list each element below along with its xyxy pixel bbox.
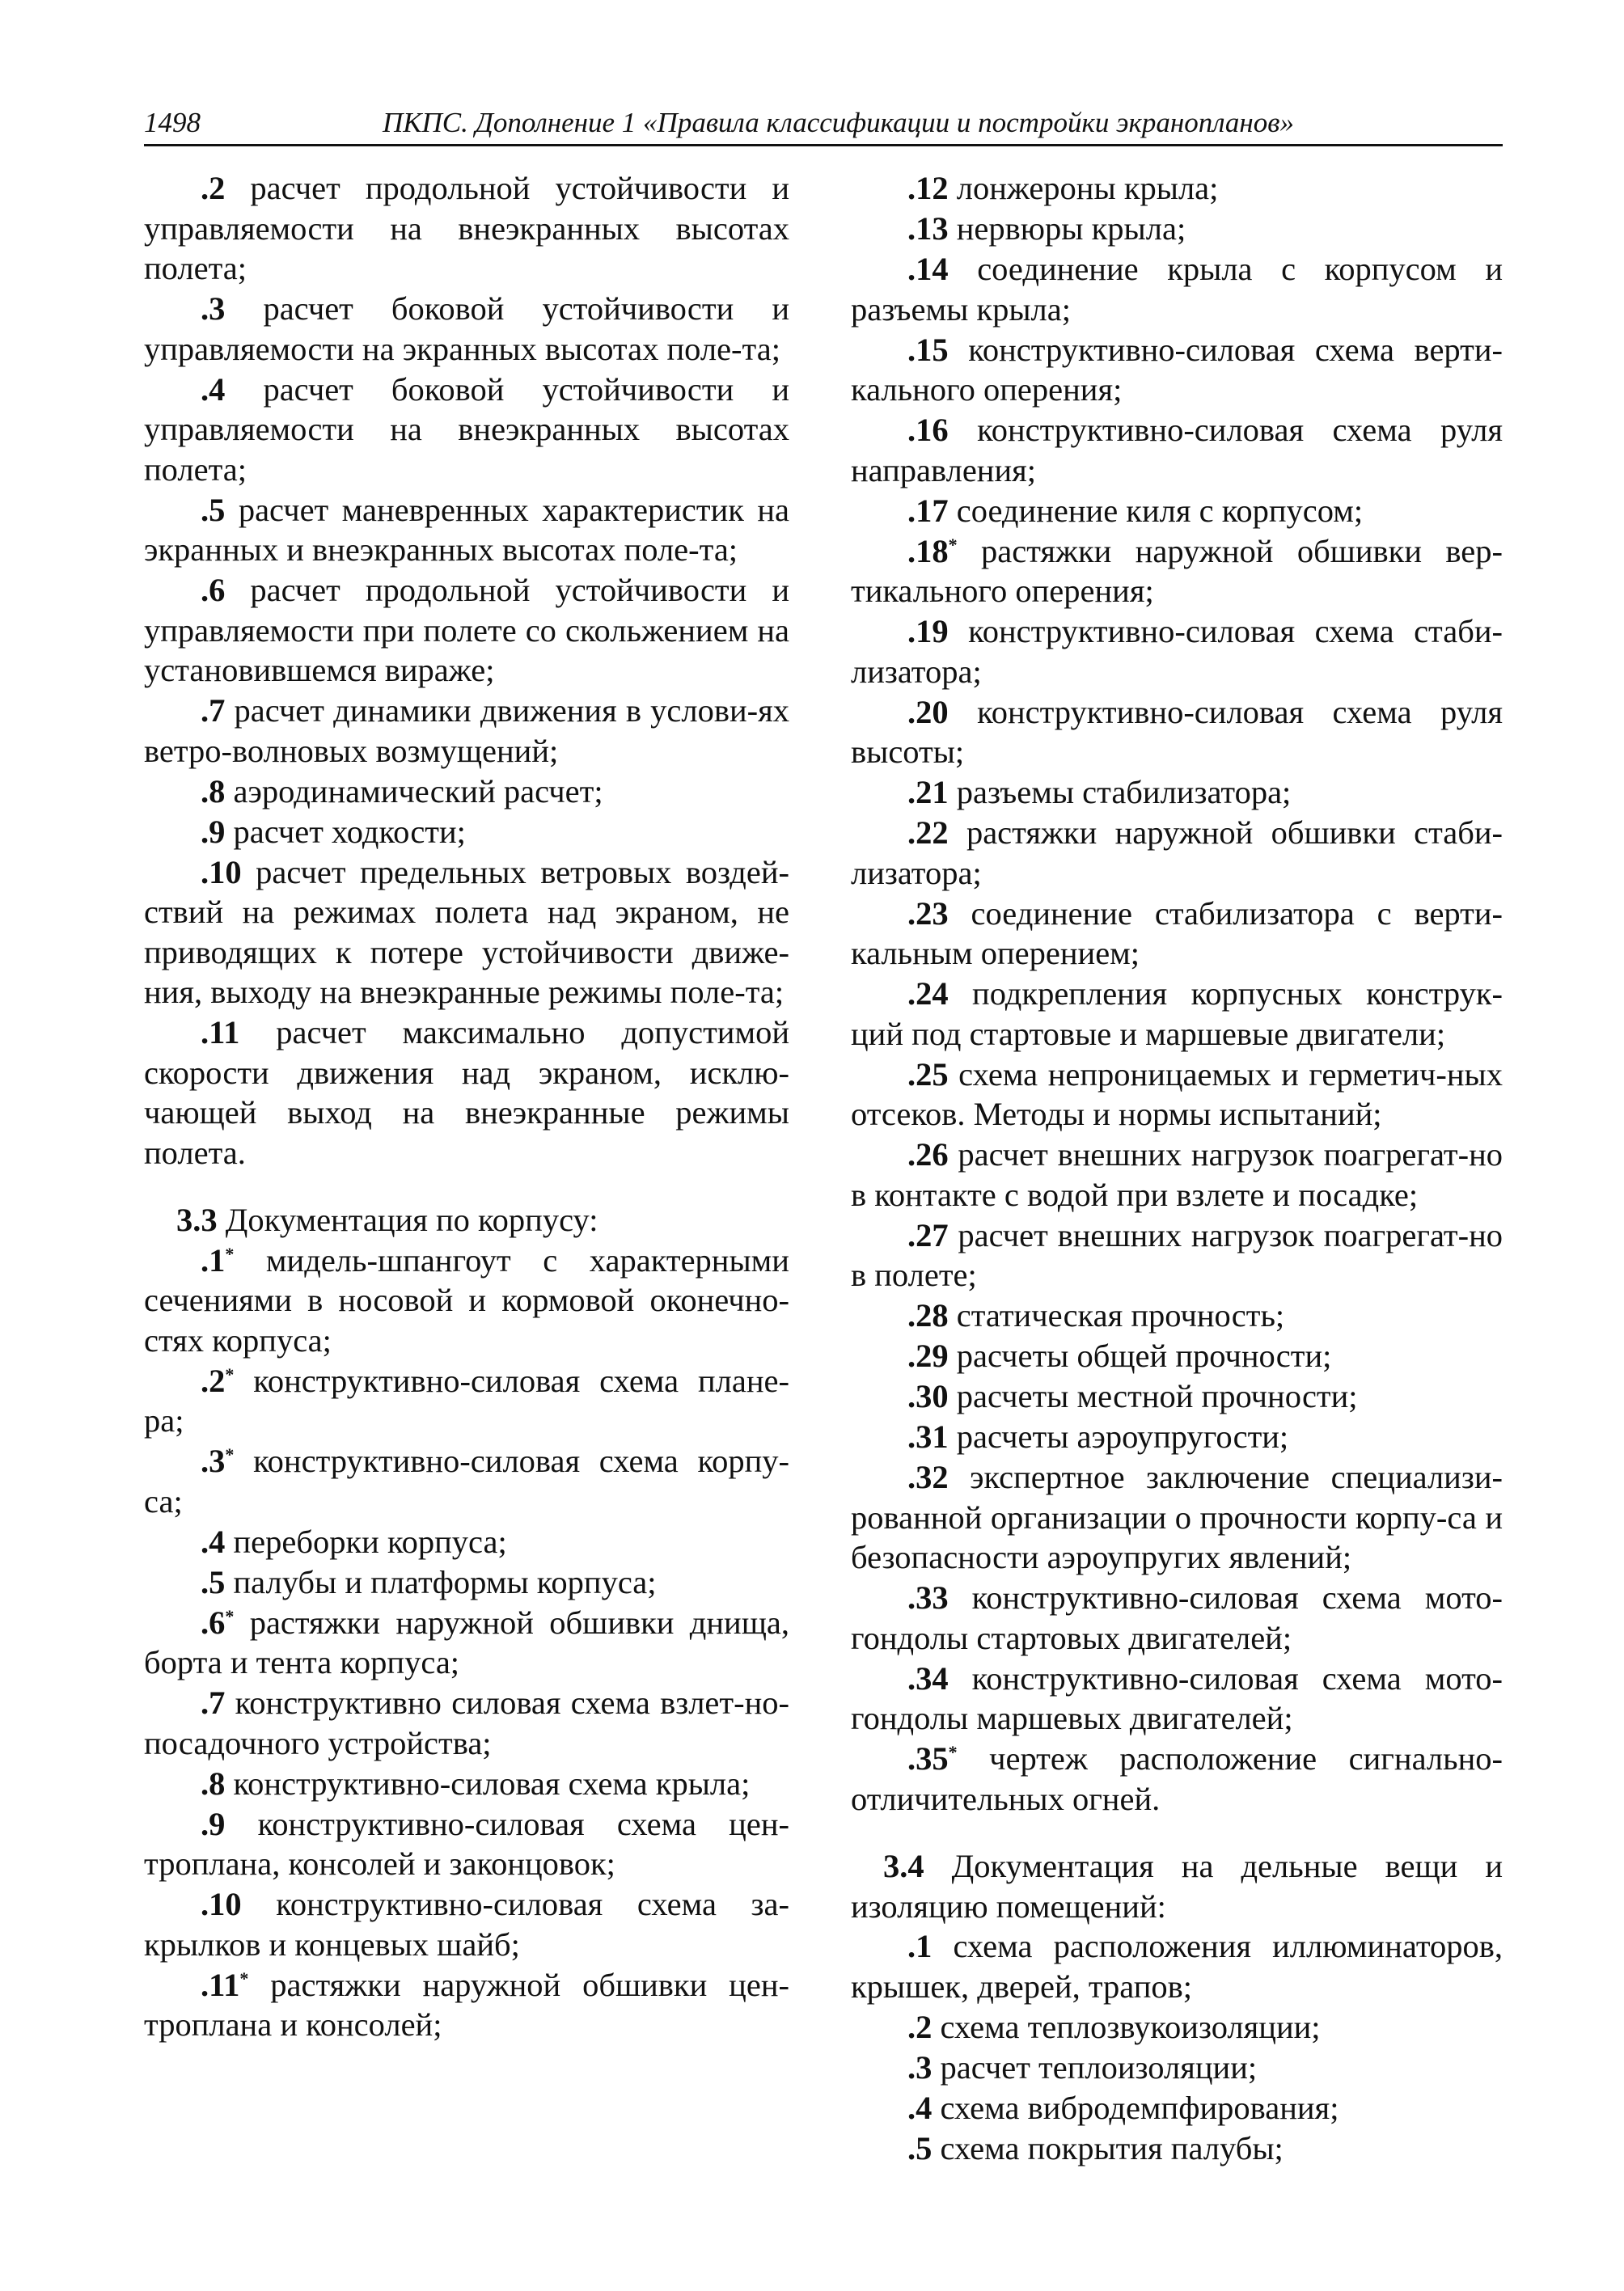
item-text: схема вибродемпфирования; xyxy=(940,2089,1339,2126)
list-item xyxy=(851,249,1503,329)
list-item xyxy=(144,1012,789,1173)
list-item xyxy=(851,168,1503,209)
item-text: расчеты общей прочности; xyxy=(956,1338,1332,1374)
item-number: .8 xyxy=(201,1765,226,1802)
item-text: конструктивно силовая схема взлет-но-посадочного устройства; xyxy=(144,1684,789,1761)
list-item xyxy=(851,410,1503,490)
item-number: .2 xyxy=(201,1362,226,1399)
list-item xyxy=(851,772,1503,813)
item-text: переборки корпуса; xyxy=(233,1523,507,1560)
item-text: растяжки наружной обшивки днища, борта и тента корпуса; xyxy=(144,1604,790,1680)
item-text: расчет боковой устойчивости и управляемости на экранных высотах поле-та; xyxy=(144,290,790,367)
item-text: конструктивно-силовая схема мото-гондолы стартовых двигателей; xyxy=(851,1579,1503,1656)
item-text: мидель-шпангоут с характерными сечениями в носовой и кормовой оконечно-стях корпуса; xyxy=(144,1241,789,1359)
section-number: 3.3 xyxy=(176,1202,218,1238)
item-text: конструктивно-силовая схема цен-троплана, консолей и законцовок; xyxy=(144,1805,789,1882)
list-item xyxy=(851,531,1503,611)
item-text: расчет динамики движения в услови-ях ветро-волновых возмущений; xyxy=(144,692,789,769)
item-number: .26 xyxy=(907,1136,949,1173)
item-text: конструктивно-силовая схема стаби-лизатора; xyxy=(851,613,1503,690)
list-item xyxy=(144,812,789,852)
item-number: .17 xyxy=(907,492,949,529)
list-item xyxy=(144,852,789,1012)
list-item xyxy=(851,1055,1503,1135)
list-item xyxy=(851,491,1503,531)
item-text: расчет маневренных характеристик на экранных и внеэкранных высотах поле-та; xyxy=(144,491,790,568)
right-items-a xyxy=(851,168,1503,1819)
item-number: .2 xyxy=(907,2008,933,2045)
item-number: .16 xyxy=(907,412,949,448)
item-text: схема теплозвукоизоляции; xyxy=(940,2008,1321,2045)
list-item xyxy=(144,1884,789,1964)
list-item xyxy=(851,1578,1503,1658)
list-item xyxy=(851,1659,1503,1739)
asterisk-mark: * xyxy=(225,1363,235,1384)
asterisk-mark: * xyxy=(239,1968,249,1989)
list-item xyxy=(851,2128,1503,2169)
item-number: .5 xyxy=(907,2129,933,2166)
list-item xyxy=(144,1241,789,1361)
item-text: конструктивно-силовая схема за-крылков и концевых шайб; xyxy=(144,1886,790,1963)
list-item xyxy=(144,168,789,289)
item-number: .12 xyxy=(907,170,949,206)
list-item xyxy=(144,771,789,812)
item-text: конструктивно-силовая схема руля высоты; xyxy=(851,693,1503,770)
item-number: .3 xyxy=(201,290,226,327)
item-text: расчет боковой устойчивости и управляемости на внеэкранных высотах полета; xyxy=(144,370,790,488)
left-column xyxy=(144,168,789,2045)
list-item xyxy=(144,490,789,570)
list-item xyxy=(851,2007,1503,2048)
item-text: расчет предельных ветровых воздей-ствий на режимах полета над экраном, не приводящих к потере устойчивости движе-ния, выходу на внеэкранные режимы поле-та; xyxy=(144,853,789,1010)
list-item xyxy=(851,813,1503,893)
item-number: .20 xyxy=(907,693,949,730)
item-text: расчет теплоизоляции; xyxy=(940,2048,1258,2086)
list-item xyxy=(144,1603,789,1683)
item-text: расчет внешних нагрузок поагрегат-но в полете; xyxy=(851,1216,1503,1293)
item-number: .4 xyxy=(201,1523,226,1560)
section-3-3-heading xyxy=(144,1200,789,1241)
item-number: .10 xyxy=(201,1886,242,1922)
item-number: .25 xyxy=(907,1055,949,1093)
item-text: конструктивно-силовая схема верти-кального оперения; xyxy=(851,331,1503,408)
list-item xyxy=(851,1417,1503,1457)
item-text: расчет продольной устойчивости и управляемости при полете со скольжением на установившемся вираже; xyxy=(144,572,790,688)
item-number: .35 xyxy=(907,1740,949,1777)
list-item xyxy=(851,1336,1503,1376)
right-column xyxy=(851,168,1503,2169)
item-text: чертеж расположение сигнально-отличительных огней. xyxy=(851,1740,1503,1817)
list-item xyxy=(851,209,1503,249)
item-number: .9 xyxy=(201,1805,226,1842)
item-number: .8 xyxy=(201,772,226,809)
list-item xyxy=(851,2048,1503,2088)
item-text: схема непроницаемых и герметич-ных отсеков. Методы и нормы испытаний; xyxy=(851,1055,1503,1132)
item-number: .28 xyxy=(907,1297,949,1334)
item-number: .29 xyxy=(907,1338,949,1374)
item-text: разъемы стабилизатора; xyxy=(956,774,1292,810)
page-number: 1498 xyxy=(144,107,201,138)
section-title: Документация по корпусу: xyxy=(225,1202,598,1238)
asterisk-mark: * xyxy=(948,1742,958,1762)
item-number: .6 xyxy=(201,1604,226,1641)
list-item xyxy=(144,691,789,771)
asterisk-mark: * xyxy=(225,1243,235,1264)
item-number: .33 xyxy=(907,1579,949,1616)
item-text: аэродинамический расчет; xyxy=(233,772,603,809)
item-number: .24 xyxy=(907,975,949,1012)
item-text: лонжероны крыла; xyxy=(956,170,1219,206)
item-text: соединение стабилизатора с верти-кальным оперением; xyxy=(851,894,1503,971)
list-item xyxy=(144,1361,789,1441)
item-text: соединение киля с корпусом; xyxy=(956,492,1364,529)
right-items-b xyxy=(851,1926,1503,2168)
item-number: .21 xyxy=(907,774,949,810)
section-title: Документация на дельные вещи и изоляцию помещений: xyxy=(851,1848,1503,1925)
list-item xyxy=(851,1215,1503,1296)
list-item xyxy=(851,1296,1503,1336)
list-item xyxy=(144,370,789,490)
list-item xyxy=(144,1764,789,1804)
item-number: .7 xyxy=(201,1684,226,1721)
item-text: конструктивно-силовая схема корпу-са; xyxy=(144,1443,789,1520)
list-item xyxy=(144,570,789,691)
list-item xyxy=(851,1376,1503,1417)
list-item xyxy=(144,1441,789,1521)
running-header xyxy=(144,104,1503,146)
item-number: .4 xyxy=(201,370,226,408)
item-number: .4 xyxy=(907,2089,933,2126)
item-text: расчет внешних нагрузок поагрегат-но в контакте с водой при взлете и посадке; xyxy=(851,1136,1503,1213)
item-number: .15 xyxy=(907,331,949,368)
list-item xyxy=(851,894,1503,974)
item-number: .13 xyxy=(907,210,949,247)
list-item xyxy=(851,330,1503,410)
item-number: .27 xyxy=(907,1216,949,1253)
item-text: конструктивно-силовая схема плане-ра; xyxy=(144,1362,790,1439)
item-number: .5 xyxy=(201,491,226,528)
item-text: статическая прочность; xyxy=(956,1297,1285,1334)
list-item xyxy=(851,1135,1503,1215)
item-number: .10 xyxy=(201,853,242,890)
item-number: .32 xyxy=(907,1459,949,1495)
asterisk-mark: * xyxy=(225,1605,235,1626)
item-number: .18 xyxy=(907,532,949,569)
item-number: .3 xyxy=(201,1443,226,1479)
item-number: .2 xyxy=(201,170,226,206)
item-text: нервюры крыла; xyxy=(956,210,1186,247)
item-text: экспертное заключение специализи-рованной организации о прочности корпу-са и безопасности аэроупругих явлений; xyxy=(851,1459,1503,1575)
item-text: расчет продольной устойчивости и управляемости на внеэкранных высотах полета; xyxy=(144,170,790,286)
section-3-4-heading xyxy=(851,1846,1503,1926)
asterisk-mark: * xyxy=(948,534,958,555)
item-text: палубы и платформы корпуса; xyxy=(233,1563,657,1600)
left-items-a xyxy=(144,168,789,1173)
section-number: 3.4 xyxy=(883,1848,924,1884)
item-number: .19 xyxy=(907,613,949,649)
item-number: .5 xyxy=(201,1563,226,1600)
item-text: расчет максимально допустимой скорости движения над экраном, исклю-чающей выход на внеэкранные режимы полета. xyxy=(144,1014,789,1171)
item-number: .3 xyxy=(907,2048,933,2086)
item-number: .31 xyxy=(907,1418,949,1455)
item-text: расчеты местной прочности; xyxy=(956,1378,1358,1414)
item-text: соединение крыла с корпусом и разъемы крыла; xyxy=(851,251,1503,328)
item-number: .14 xyxy=(907,251,949,287)
item-text: расчет ходкости; xyxy=(233,813,466,850)
list-item xyxy=(144,1965,789,2045)
list-item xyxy=(851,1739,1503,1819)
list-item xyxy=(851,692,1503,772)
item-number: .9 xyxy=(201,813,226,850)
list-item xyxy=(144,1804,789,1884)
item-number: .1 xyxy=(907,1928,933,1964)
item-text: конструктивно-силовая схема руля направления; xyxy=(851,412,1503,488)
item-text: растяжки наружной обшивки вер-тикального оперения; xyxy=(851,532,1503,609)
item-number: .11 xyxy=(201,1966,240,2003)
item-text: схема покрытия палубы; xyxy=(940,2129,1284,2166)
item-number: .1 xyxy=(201,1241,226,1279)
item-number: .11 xyxy=(201,1014,240,1050)
list-item xyxy=(851,2088,1503,2128)
list-item xyxy=(851,1926,1503,2006)
item-number: .7 xyxy=(201,692,226,729)
running-title: ПКПС. Дополнение 1 «Правила классификации и постройки экранопланов» xyxy=(382,107,1294,138)
item-number: .34 xyxy=(907,1659,949,1697)
item-text: конструктивно-силовая схема крыла; xyxy=(233,1765,751,1802)
list-item xyxy=(851,611,1503,691)
item-number: .6 xyxy=(201,572,226,608)
list-item xyxy=(144,1562,789,1603)
left-items-b xyxy=(144,1241,789,2045)
list-item xyxy=(144,1683,789,1763)
item-text: расчеты аэроупругости; xyxy=(956,1418,1289,1455)
item-number: .30 xyxy=(907,1378,949,1414)
item-text: схема расположения иллюминаторов, крышек, дверей, трапов; xyxy=(851,1928,1503,2005)
item-text: конструктивно-силовая схема мото-гондолы маршевых двигателей; xyxy=(851,1659,1503,1736)
item-text: растяжки наружной обшивки цен-троплана и консолей; xyxy=(144,1966,789,2043)
asterisk-mark: * xyxy=(225,1444,235,1465)
item-number: .23 xyxy=(907,894,949,932)
item-text: подкрепления корпусных конструк-ций под стартовые и маршевые двигатели; xyxy=(851,975,1503,1052)
item-number: .22 xyxy=(907,814,949,851)
list-item xyxy=(144,1522,789,1562)
list-item xyxy=(851,974,1503,1054)
item-text: растяжки наружной обшивки стаби-лизатора; xyxy=(851,814,1503,891)
list-item xyxy=(851,1457,1503,1578)
list-item xyxy=(144,289,789,369)
